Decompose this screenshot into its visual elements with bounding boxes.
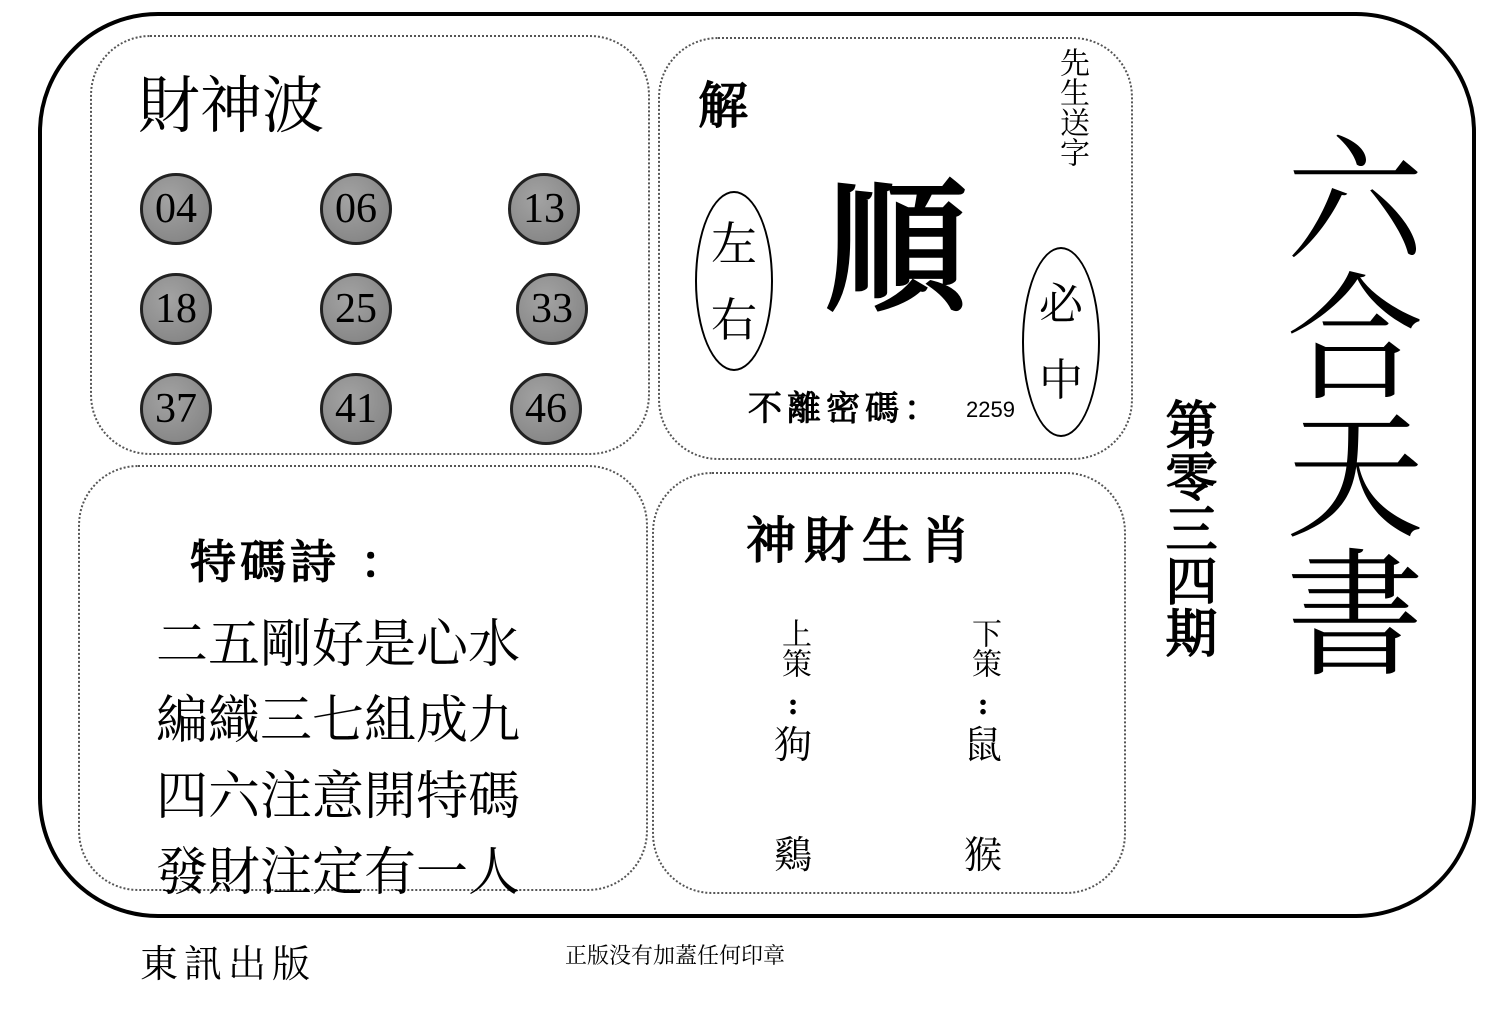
number-balls: [92, 37, 648, 453]
zodiac-title: 神財生肖: [746, 511, 978, 570]
hit-char: 中: [1039, 355, 1083, 406]
left-right-oval: [695, 191, 773, 371]
number-ball: 04: [140, 173, 212, 245]
gift-text: 先生送字: [1054, 47, 1089, 167]
zodiac-panel: [652, 472, 1126, 894]
poem-line: 發財注定有一人: [156, 843, 521, 903]
colon: :: [977, 687, 989, 722]
right-char: 右: [711, 293, 757, 347]
number-ball: 46: [510, 373, 582, 445]
clue-label: 解: [698, 76, 748, 135]
main-title: 六合天書: [1263, 128, 1424, 680]
number-ball: 06: [320, 173, 392, 245]
lower-animal-1: 鼠: [963, 723, 1002, 767]
number-ball: 13: [508, 173, 580, 245]
number-ball: 41: [320, 373, 392, 445]
number-ball: 37: [140, 373, 212, 445]
clue-panel: [658, 37, 1133, 460]
poem-line: 編織三七組成九: [156, 691, 521, 751]
upper-animal-2: 鷄: [773, 833, 812, 877]
clue-main-char: 順: [825, 167, 967, 332]
poem-line: 四六注意開特碼: [156, 767, 521, 827]
left-char: 左: [711, 217, 757, 271]
upper-animal-1: 狗: [773, 723, 812, 767]
poem-line: 二五剛好是心水: [156, 615, 521, 675]
issue-number: 第零三四期: [1156, 398, 1216, 658]
upper-strategy-label: 上策: [776, 618, 811, 678]
number-ball: 18: [140, 273, 212, 345]
authenticity-notice: 正版没有加蓋任何印章: [565, 944, 786, 969]
wealth-wave-panel: [90, 35, 650, 455]
number-ball: 33: [516, 273, 588, 345]
publisher: 東訊出版: [140, 942, 317, 986]
poem-title: 特碼詩 ：: [190, 535, 411, 589]
lower-strategy: [958, 606, 1008, 877]
poem-lines: [156, 607, 520, 911]
code-label: 不離密碼：: [748, 389, 943, 429]
must-char: 必: [1039, 279, 1083, 330]
wealth-wave-title: 財神波: [138, 69, 325, 142]
lower-strategy-label: 下策: [966, 618, 1001, 678]
lower-animal-2: 猴: [963, 833, 1002, 877]
code-value: 2259: [966, 397, 1015, 422]
must-hit-oval: [1022, 247, 1100, 437]
upper-strategy: [768, 606, 818, 877]
number-ball: 25: [320, 273, 392, 345]
colon: :: [787, 687, 799, 722]
poem-panel: [78, 465, 648, 903]
